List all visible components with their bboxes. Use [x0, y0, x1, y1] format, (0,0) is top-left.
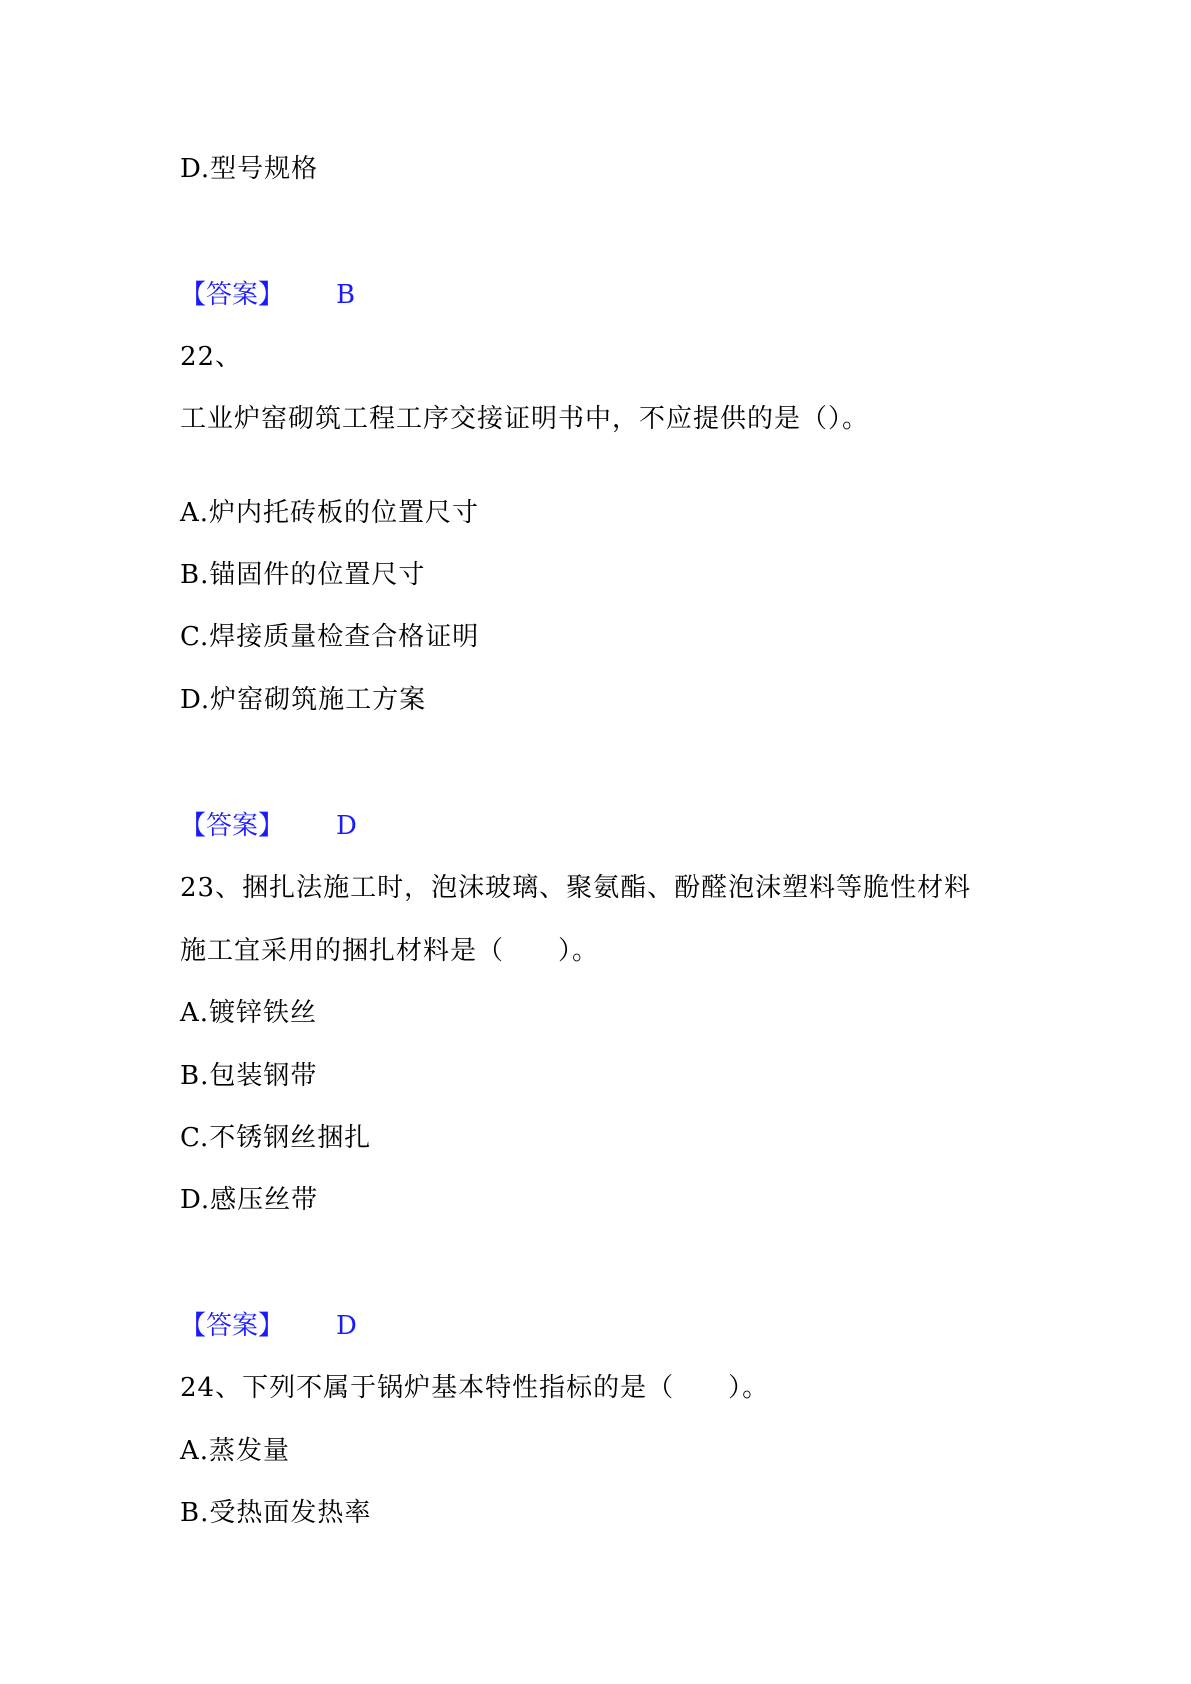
q23-option-a: A.镀锌铁丝	[180, 998, 318, 1028]
q22-option-d: D.炉窑砌筑施工方案	[180, 685, 427, 715]
q21-option-d: D.型号规格	[180, 154, 319, 184]
q22-option-a: A.炉内托砖板的位置尺寸	[180, 498, 480, 528]
q23-option-d: D.感压丝带	[180, 1185, 319, 1215]
q23-stem-line1: 23、捆扎法施工时，泡沫玻璃、聚氨酯、酚醛泡沫塑料等脆性材料	[180, 873, 972, 903]
answer-value: D	[336, 1311, 357, 1341]
q23-stem-line2: 施工宜采用的捆扎材料是（ ）。	[180, 936, 600, 966]
q22-option-c: C.焊接质量检查合格证明	[180, 622, 480, 652]
answer-tag: 【答案】	[180, 280, 285, 310]
q23-answer	[180, 1309, 357, 1343]
q22-stem: 工业炉窑砌筑工程工序交接证明书中，不应提供的是（）。	[180, 404, 870, 434]
q23-option-b: B.包装钢带	[180, 1061, 318, 1091]
q22-number: 22、	[180, 342, 243, 372]
q21-answer	[180, 278, 355, 312]
q24-stem: 24、下列不属于锅炉基本特性指标的是（ ）。	[180, 1373, 770, 1403]
q23-option-c: C.不锈钢丝捆扎	[180, 1123, 372, 1153]
answer-value: D	[336, 811, 357, 841]
answer-value: B	[336, 280, 356, 310]
q24-option-b: B.受热面发热率	[180, 1498, 372, 1528]
answer-tag: 【答案】	[180, 1311, 285, 1341]
answer-tag: 【答案】	[180, 811, 285, 841]
q22-answer	[180, 809, 357, 843]
q22-option-b: B.锚固件的位置尺寸	[180, 560, 426, 590]
q24-option-a: A.蒸发量	[180, 1436, 291, 1466]
